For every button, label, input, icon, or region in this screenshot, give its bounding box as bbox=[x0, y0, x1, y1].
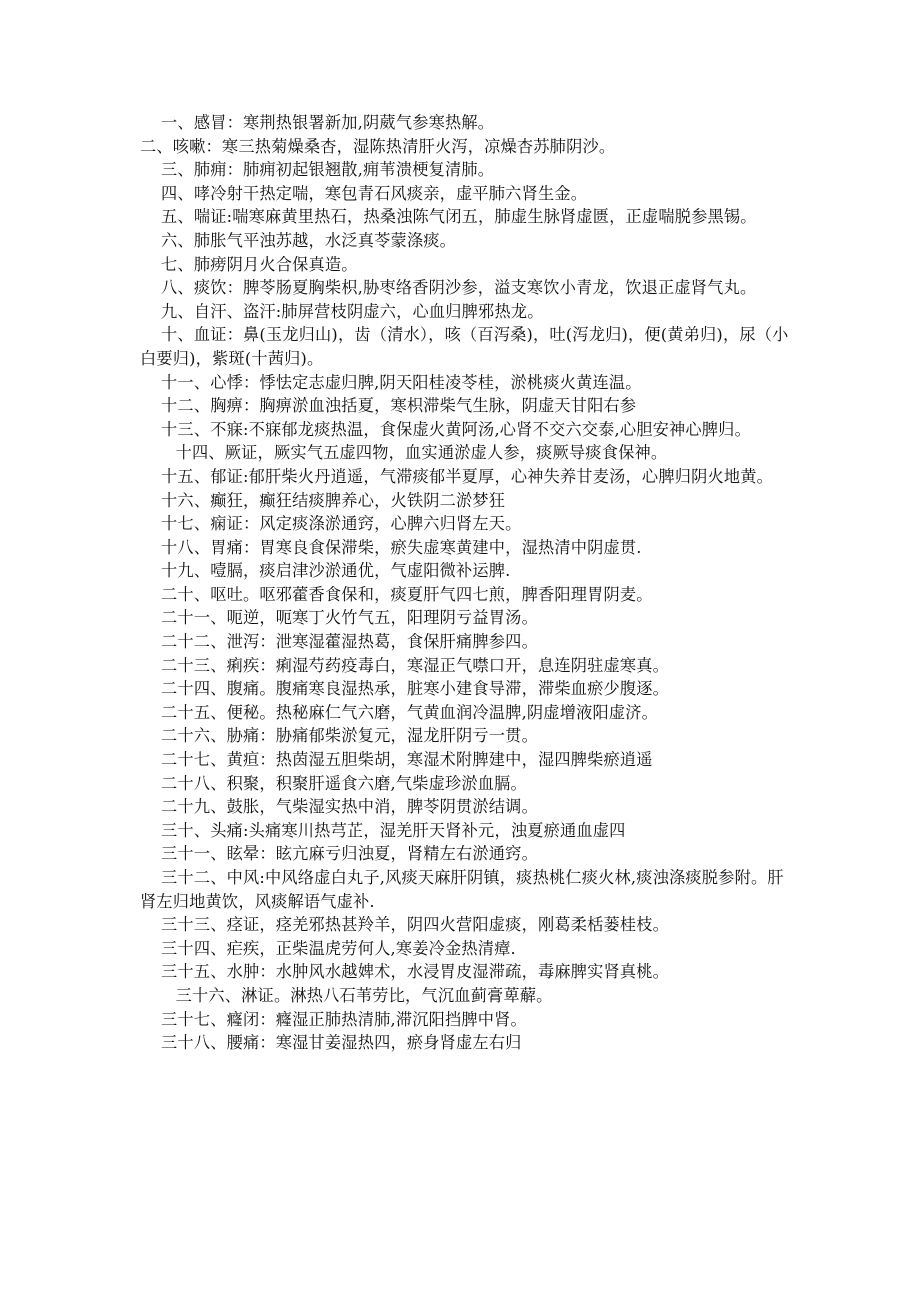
text-paragraph: 二十三、痢疾：痢湿芍药疫毒白，寒湿正气噤口开，息连阴驻虚寒真。 bbox=[161, 655, 670, 675]
text-paragraph: 二十二、泄泻：泄寒湿藿湿热葛，食保肝痛脾参四。 bbox=[161, 632, 538, 652]
text-paragraph: 三十六、淋证。淋热八石苇劳比，气沉血蓟膏萆薢。 bbox=[175, 985, 553, 1005]
text-paragraph: 三十八、腰痛：寒湿甘姜湿热四，瘀身肾虚左右归 bbox=[161, 1033, 522, 1053]
text-paragraph: 二、咳嗽：寒三热菊燥桑杏，湿陈热清肝火泻，凉燥杏苏肺阴沙。 bbox=[140, 136, 616, 156]
document-body bbox=[140, 111, 790, 1055]
text-paragraph: 七、肺痨阴月火合保真造。 bbox=[161, 254, 358, 274]
text-paragraph: 二十八、积聚，积聚肝遥食六磨,气柴虚珍淤血膈。 bbox=[161, 773, 527, 793]
text-paragraph: 三十、头痛:头痛寒川热芎芷，湿羌肝天肾补元，浊夏瘀通血虚四 bbox=[161, 820, 626, 840]
text-paragraph: 十一、心悸：悸怯定志虚归脾,阴天阳桂凌苓桂，淤桃痰火黄连温。 bbox=[161, 372, 642, 392]
text-paragraph: 二十五、便秘。热秘麻仁气六磨，气黄血润冷温脾,阴虚增液阳虚济。 bbox=[161, 702, 659, 722]
text-paragraph: 一、感冒：寒荆热银署新加,阴葳气参寒热解。 bbox=[161, 113, 495, 132]
text-paragraph: 十二、胸痹：胸痹淤血浊括夏，寒枳滞柴气生脉，阴虚天甘阳右参 bbox=[161, 396, 637, 416]
text-paragraph: 三十一、眩晕：眩亢麻亏归浊夏，肾精左右淤通窍。 bbox=[161, 844, 538, 864]
text-paragraph: 四、哮冷射干热定喘，寒包青石风痰亲，虚平肺六肾生金。 bbox=[161, 183, 588, 203]
text-paragraph: 十六、癫狂，癫狂结痰脾养心，火铁阴二淤梦狂 bbox=[161, 490, 506, 510]
text-paragraph: 二十九、鼓胀，气柴湿实热中消，脾苓阴贯淤结调。 bbox=[161, 797, 538, 817]
text-paragraph: 十、血证：鼻(玉龙归山)，齿（清水），咳（百泻桑)，吐(泻龙归)，便(黄弟归)，尿（小白要归)，紫斑(十茜归)。 bbox=[140, 325, 789, 368]
text-paragraph: 十四、厥证，厥实气五虚四物，血实通淤虚人参，痰厥导痰食保神。 bbox=[175, 443, 668, 463]
text-paragraph: 二十一、呃逆，呃寒丁火竹气五，阳理阴亏益胃汤。 bbox=[161, 608, 538, 628]
text-paragraph: 三十二、中风:中风络虚白丸子,风痰天麻肝阴镇，痰热桃仁痰火林,痰浊涤痰脱参附。肝肾左归地黄饮，风痰解语气虚补. bbox=[140, 868, 784, 911]
text-paragraph: 三十四、疟疾，正柴温虎劳何人,寒姜冷金热清瘴. bbox=[161, 938, 516, 958]
text-paragraph: 二十、呕吐。呕邪藿香食保和，痰夏肝气四七煎，脾香阳理胃阴麦。 bbox=[161, 584, 653, 604]
text-paragraph: 五、喘证:喘寒麻黄里热石，热桑浊陈气闭五，肺虚生脉肾虚匮，正虚喘脱参黑锡。 bbox=[161, 207, 757, 227]
text-paragraph: 十九、噎膈，痰启津沙淤通优，气虚阳微补运脾. bbox=[161, 561, 511, 581]
text-paragraph: 十五、郁证:郁肝柴火丹逍遥，气滞痰郁半夏厚，心神失养甘麦汤，心脾归阴火地黄。 bbox=[161, 466, 774, 486]
text-paragraph: 三十三、痉证，痉羌邪热甚羚羊，阴四火营阳虚痰，刚葛柔栝蒌桂枝。 bbox=[161, 915, 670, 935]
text-paragraph: 九、自汗、盗汗:肺屏营枝阴虚六，心血归脾邪热龙。 bbox=[161, 301, 544, 321]
text-paragraph: 二十七、黄疸：热茵湿五胆柴胡，寒湿术附脾建中，湿四脾柴瘀逍遥 bbox=[161, 750, 653, 770]
text-paragraph: 二十六、胁痛：胁痛郁柴淤复元，湿龙肝阴亏一贯。 bbox=[161, 726, 538, 746]
text-paragraph: 十七、痫证：风定痰涤淤通窍，心脾六归肾左天。 bbox=[161, 514, 522, 534]
text-paragraph: 十三、不寐:不寐郁龙痰热温，食保虚火黄阿汤,心肾不交六交泰,心胆安神心脾归。 bbox=[161, 419, 751, 439]
text-paragraph: 二十四、腹痛。腹痛寒良湿热承，脏寒小建食导滞，滞柴血瘀少腹逐。 bbox=[161, 679, 670, 699]
text-paragraph: 三十五、水肿：水肿风水越婢术，水浸胃皮湿滞疏，毒麻脾实肾真桃。 bbox=[161, 962, 670, 982]
text-paragraph: 十八、胃痛：胃寒良食保滞柴，瘀失虚寒黄建中，湿热清中阴虚贯. bbox=[161, 537, 642, 557]
text-paragraph: 三、肺痈：肺痈初起银翘散,痈苇溃梗复清肺。 bbox=[161, 160, 495, 180]
text-paragraph: 三十七、癃闭：癃湿正肺热清肺,滞沉阳挡脾中肾。 bbox=[161, 1009, 527, 1029]
text-paragraph: 六、肺胀气平浊苏越，水泛真苓蒙涤痰。 bbox=[161, 230, 457, 250]
text-paragraph: 八、痰饮：脾苓肠夏胸柴枳,胁枣络香阴沙参，溢支寒饮小青龙，饮退正虚肾气丸。 bbox=[161, 278, 757, 298]
